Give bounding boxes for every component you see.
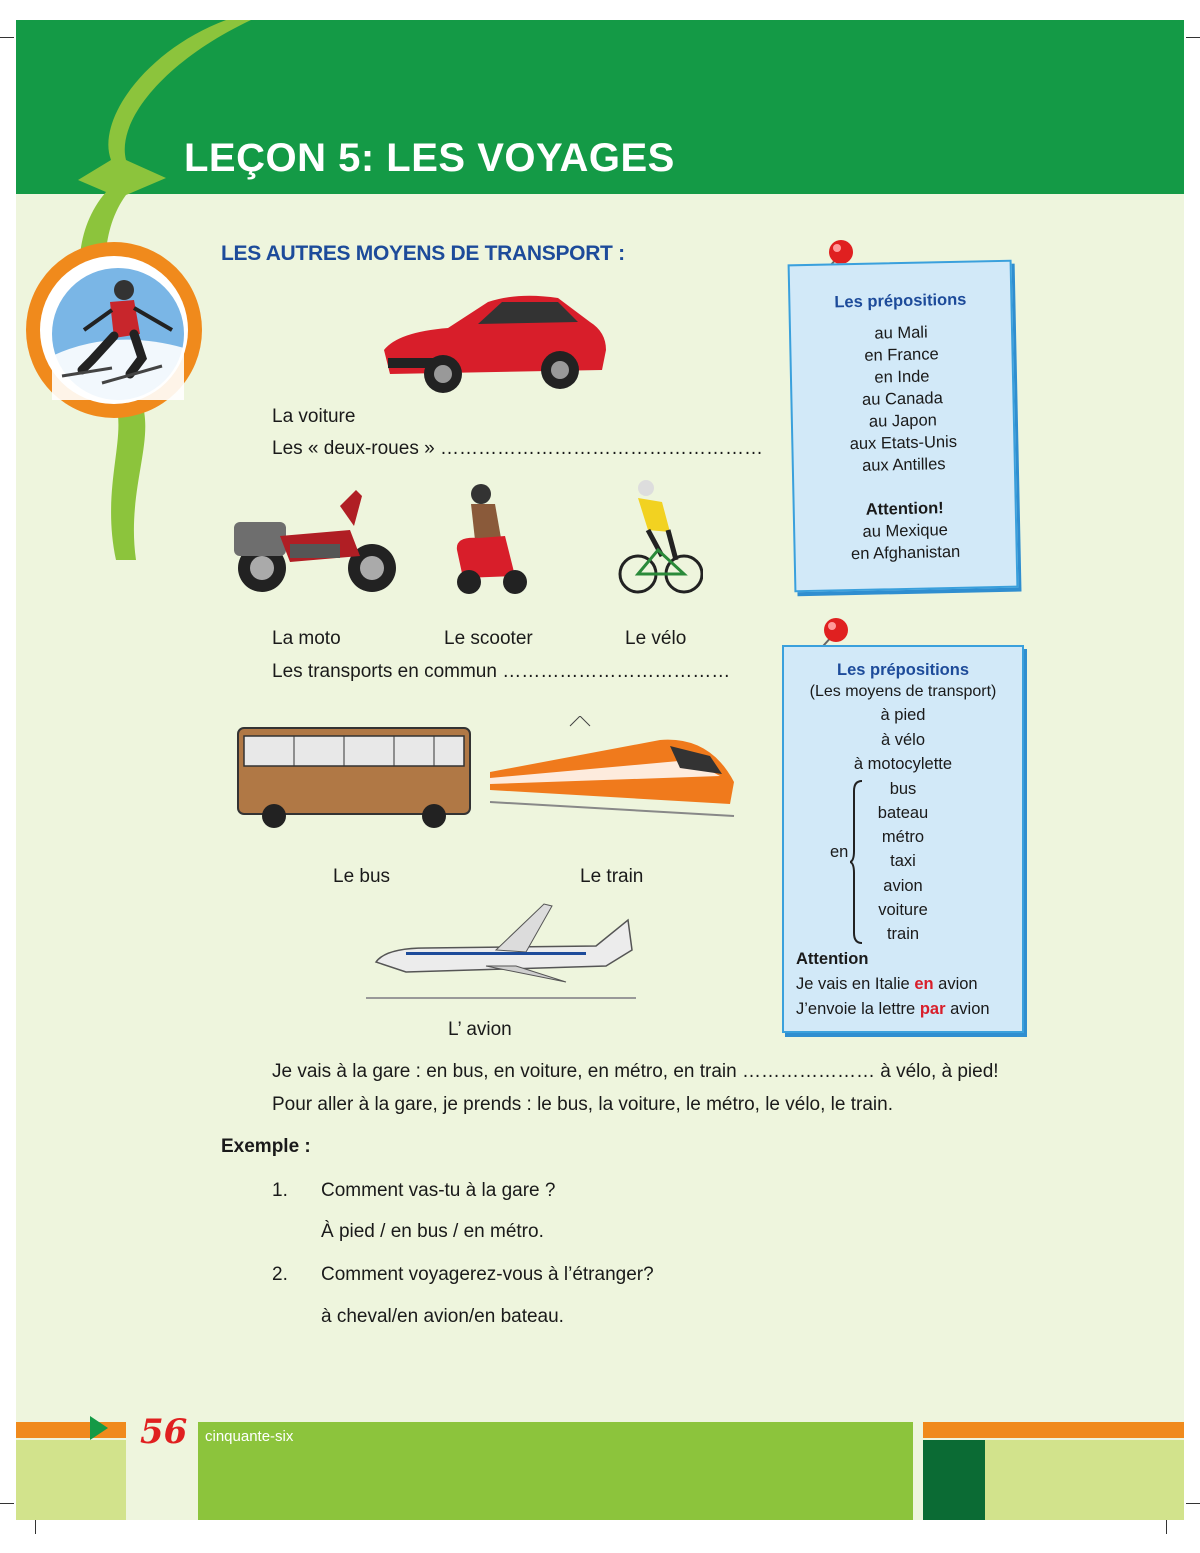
transport-line: à pied <box>880 706 926 724</box>
footer-bar <box>16 1440 126 1520</box>
sentence-text: Je vais en Italie <box>796 974 915 993</box>
note-transport <box>782 645 1024 1033</box>
sentence-text: J’envoie la lettre <box>796 999 920 1018</box>
country-line: au Japon <box>868 411 938 431</box>
skier-image <box>22 238 207 423</box>
page-number-words: cinquante-six <box>205 1428 294 1445</box>
country-line: aux Antilles <box>861 455 946 475</box>
arrow-right-icon <box>88 1414 110 1442</box>
example-answer: à cheval/en avion/en bateau. <box>321 1306 564 1327</box>
attention-label: Attention! <box>865 499 944 519</box>
emphasis-word: par <box>919 999 946 1018</box>
sentence-line-1: Je vais à la gare : en bus, en voiture, en métro, en train ………………… à vélo, à pied! <box>272 1061 999 1082</box>
crop-mark <box>1166 1520 1167 1534</box>
cyclist-image <box>618 480 703 600</box>
moto-label: La moto <box>272 628 341 649</box>
country-line: en Afghanistan <box>850 542 961 564</box>
footer-bar <box>198 1422 913 1520</box>
example-question: Comment voyagerez-vous à l’étranger? <box>321 1264 654 1285</box>
example-heading: Exemple : <box>221 1136 311 1157</box>
country-line: au Mali <box>874 323 928 343</box>
footer-bar <box>923 1422 1184 1438</box>
crop-mark <box>1186 1503 1200 1504</box>
country-line: aux Etats-Unis <box>849 432 958 454</box>
country-line: au Canada <box>861 389 943 409</box>
note-subtitle: (Les moyens de transport) <box>809 683 997 700</box>
en-item: métro <box>881 828 925 847</box>
train-image <box>490 716 740 832</box>
note-title: Les prépositions <box>836 661 970 679</box>
emphasis-word: en <box>914 974 934 993</box>
en-group <box>784 777 1022 947</box>
en-item: taxi <box>890 852 916 871</box>
page-number: 56 <box>140 1412 188 1452</box>
car-label: La voiture <box>272 406 356 427</box>
avion-label: L’ avion <box>448 1019 512 1040</box>
train-label: Le train <box>580 866 644 887</box>
velo-label: Le vélo <box>625 628 687 649</box>
en-item: avion <box>883 876 923 895</box>
two-wheels-line: Les « deux-roues » …………………………………………… <box>272 438 763 459</box>
example-number: 1. <box>272 1180 288 1201</box>
attention-label: Attention <box>796 949 869 968</box>
transport-line: à motocylette <box>853 755 953 773</box>
note-countries <box>788 260 1019 593</box>
crop-mark <box>1186 37 1200 38</box>
note-title: Les prépositions <box>834 290 967 312</box>
scooter-label: Le scooter <box>444 628 533 649</box>
en-prefix: en <box>830 842 849 861</box>
example-answer: À pied / en bus / en métro. <box>321 1221 544 1242</box>
page-title: LEÇON 5: LES VOYAGES <box>184 136 675 180</box>
en-item: voiture <box>878 900 928 919</box>
public-transport-line: Les transports en commun ……………………………… <box>272 661 731 682</box>
example-sentence <box>796 997 1022 1022</box>
example-sentence <box>796 972 1022 997</box>
motorcycle-image <box>230 486 400 596</box>
crop-mark <box>35 1520 36 1534</box>
footer-bar <box>985 1440 1184 1520</box>
transport-line: à vélo <box>880 730 926 749</box>
example-question: Comment vas-tu à la gare ? <box>321 1180 556 1201</box>
country-line: en France <box>864 345 939 365</box>
country-line: au Mexique <box>862 521 949 541</box>
sentence-text: avion <box>933 974 978 993</box>
bus-label: Le bus <box>333 866 391 887</box>
crop-mark <box>0 37 14 38</box>
en-item: bus <box>889 779 917 798</box>
en-item: train <box>886 925 920 944</box>
car-image <box>378 288 610 396</box>
bus-image <box>234 722 474 830</box>
airplane-image <box>366 900 636 1000</box>
country-line: en Inde <box>874 367 930 387</box>
footer-bar <box>923 1440 985 1520</box>
crop-mark <box>0 1503 14 1504</box>
sentence-line-2: Pour aller à la gare, je prends : le bus, la voiture, le métro, le vélo, le train. <box>272 1094 893 1115</box>
example-number: 2. <box>272 1264 288 1285</box>
en-item: bateau <box>877 803 929 822</box>
scooter-image <box>445 480 535 600</box>
section-title: LES AUTRES MOYENS DE TRANSPORT : <box>221 242 625 265</box>
sentence-text: avion <box>945 999 990 1018</box>
